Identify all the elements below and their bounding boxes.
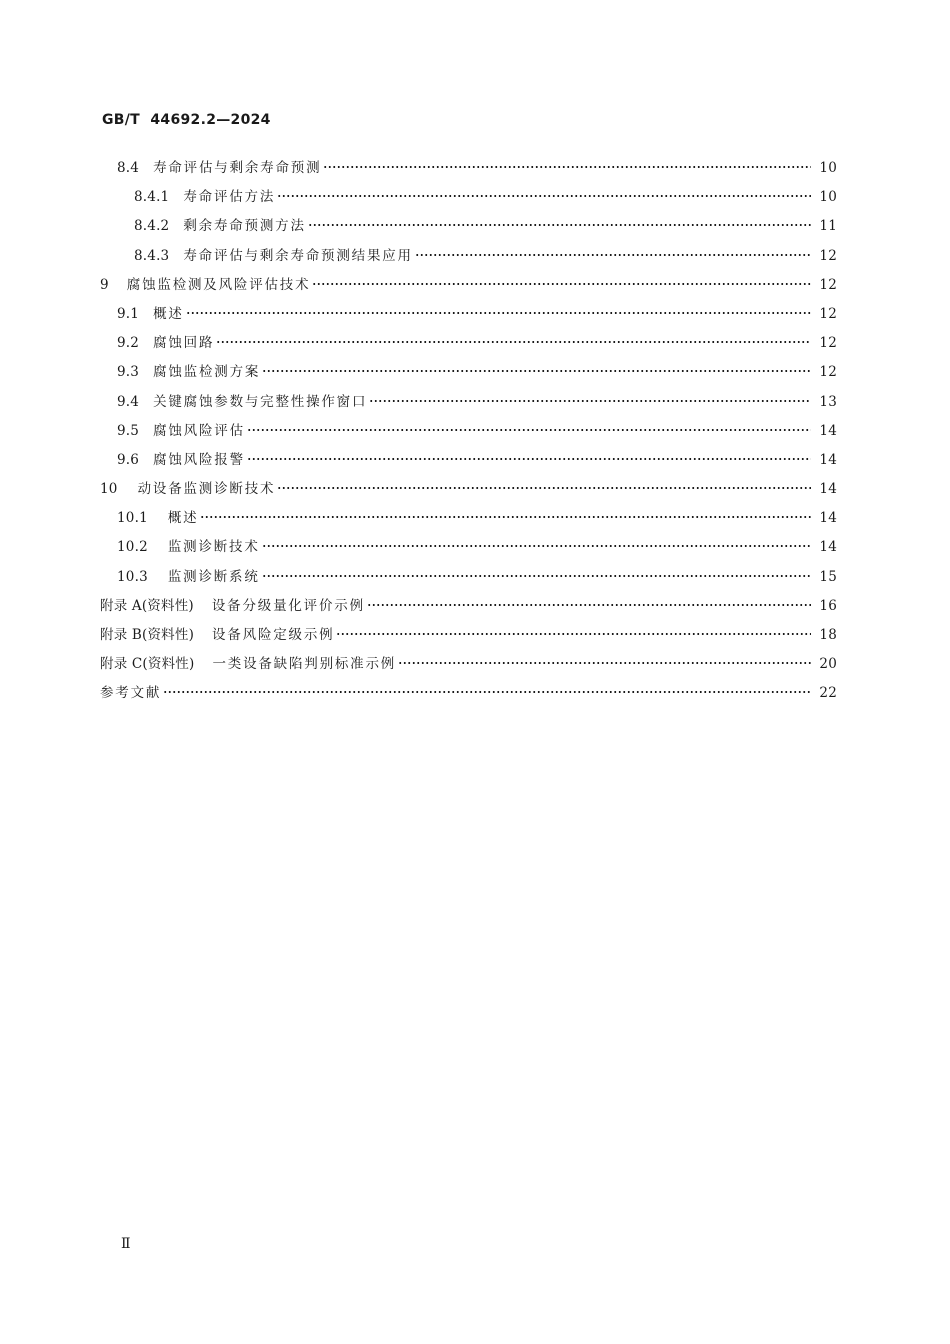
toc-entry-number: 9 [100,276,109,293]
toc-entry-number: 附录 A(资料性) [100,597,194,614]
toc-entry-number: 10.2 [117,539,148,556]
toc-entry-page-number: 12 [819,276,837,293]
toc-entry[interactable] [100,358,837,387]
toc-entry-title: 监测诊断系统 [167,568,260,585]
toc-entry-title: 监测诊断技术 [167,539,260,556]
toc-entry-page-number: 11 [819,218,837,235]
toc-entry-page-number: 15 [819,568,837,585]
toc-entry[interactable] [100,154,837,183]
toc-entry[interactable] [100,271,837,300]
toc-dot-leader [186,312,811,314]
toc-entry-number: 10.3 [117,568,148,585]
toc-dot-leader [277,487,811,489]
toc-entry-page-number: 14 [819,451,837,468]
toc-dot-leader [367,604,811,606]
toc-entry-number: 9.3 [117,364,140,381]
toc-dot-leader [336,633,811,635]
toc-entry-title: 腐蚀风险报警 [153,451,245,468]
standard-code-header: GB/T 44692.2—2024 [102,112,271,128]
page-folio: Ⅱ [121,1236,131,1252]
toc-entry[interactable] [100,183,837,212]
toc-dot-leader [415,254,811,256]
toc-entry-number: 9.4 [117,393,140,410]
toc-dot-leader [277,195,811,197]
toc-dot-leader [247,429,811,431]
toc-entry-page-number: 14 [819,539,837,556]
toc-entry-page-number: 14 [819,422,837,439]
toc-entry-page-number: 13 [819,393,837,410]
toc-entry-title: 腐蚀风险评估 [153,422,245,439]
toc-entry-number: 9.2 [117,335,140,352]
toc-dot-leader [262,370,811,372]
toc-entry-title: 概述 [167,510,199,527]
toc-entry[interactable] [100,621,837,650]
toc-entry-title: 寿命评估方法 [183,189,276,206]
toc-entry-number: 8.4.3 [134,247,170,264]
toc-entry-number: 附录 B(资料性) [100,627,195,643]
toc-entry-page-number: 12 [819,335,837,352]
toc-entry-title: 腐蚀监检测及风险评估技术 [126,276,311,293]
toc-entry-page-number: 16 [819,597,837,614]
toc-entry[interactable] [100,679,837,708]
toc-entry[interactable] [100,212,837,241]
toc-entry-page-number: 12 [819,247,837,264]
toc-entry-title: 关键腐蚀参数与完整性操作窗口 [153,393,368,410]
toc-entry-title: 寿命评估与剩余寿命预测 [153,160,322,176]
toc-entry[interactable] [100,592,837,621]
toc-entry-number: 8.4 [117,160,140,176]
toc-dot-leader [312,283,811,285]
toc-entry[interactable] [100,504,837,533]
table-of-contents [100,154,837,709]
toc-entry-page-number: 14 [819,481,837,498]
toc-dot-leader [200,516,811,518]
toc-dot-leader [262,545,811,547]
toc-dot-leader [369,400,811,402]
toc-entry-title: 设备分级量化评价示例 [211,597,365,614]
toc-dot-leader [323,166,811,168]
toc-entry-title: 寿命评估与剩余寿命预测结果应用 [183,247,413,264]
toc-entry-title: 腐蚀回路 [153,335,215,352]
toc-entry-number: 10 [100,481,118,498]
toc-entry-page-number: 18 [819,627,837,643]
toc-entry-page-number: 10 [819,160,837,176]
toc-entry-page-number: 20 [819,656,837,673]
toc-entry[interactable] [100,242,837,271]
toc-dot-leader [262,575,811,577]
toc-entry[interactable] [100,300,837,329]
toc-entry[interactable] [100,446,837,475]
toc-entry-number: 10.1 [117,510,148,527]
toc-entry-number: 附录 C(资料性) [100,656,195,673]
toc-entry[interactable] [100,417,837,446]
toc-entry-page-number: 14 [819,510,837,527]
toc-dot-leader [247,458,811,460]
toc-dot-leader [163,691,811,693]
toc-entry-title: 设备风险定级示例 [212,627,335,643]
toc-dot-leader [398,662,811,664]
toc-dot-leader [308,224,811,226]
toc-entry-title: 腐蚀监检测方案 [153,364,261,381]
toc-entry-page-number: 12 [819,305,837,322]
toc-entry-page-number: 10 [819,189,837,206]
toc-entry-number: 8.4.1 [134,189,170,206]
toc-entry-title: 剩余寿命预测方法 [183,218,306,235]
toc-entry[interactable] [100,533,837,562]
toc-entry[interactable] [100,650,837,679]
toc-entry[interactable] [100,329,837,358]
toc-dot-leader [216,341,811,343]
toc-entry-title: 概述 [153,305,184,322]
toc-entry-title: 参考文献 [100,685,162,702]
toc-entry[interactable] [100,475,837,504]
toc-entry-number: 9.5 [117,422,140,439]
toc-entry[interactable] [100,563,837,592]
toc-entry[interactable] [100,388,837,417]
toc-entry-number: 9.1 [117,305,140,322]
toc-entry-title: 动设备监测诊断技术 [137,481,276,498]
toc-entry-page-number: 12 [819,364,837,381]
toc-entry-number: 9.6 [117,451,140,468]
toc-entry-number: 8.4.2 [134,218,170,235]
toc-entry-title: 一类设备缺陷判别标准示例 [212,656,397,673]
toc-entry-page-number: 22 [819,685,837,702]
